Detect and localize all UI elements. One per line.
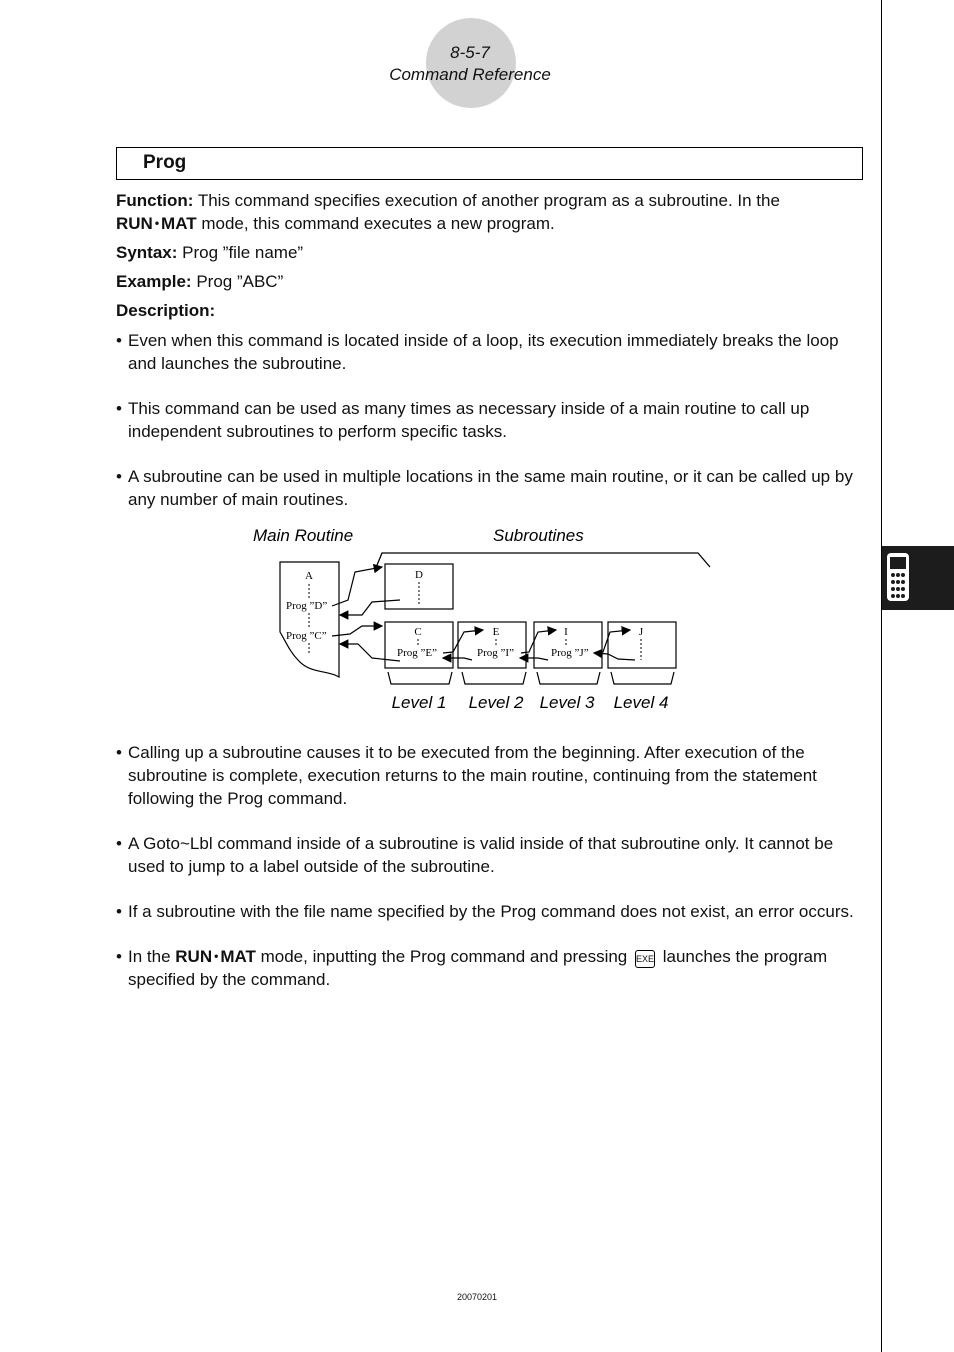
main-call-2: Prog ”C”: [286, 630, 327, 642]
subroutines-label: Subroutines: [493, 526, 584, 545]
right-margin-rule: [881, 0, 882, 1352]
box-e-letter: E: [492, 626, 500, 638]
box-i-call: Prog ”J”: [551, 647, 589, 659]
bullet-item: [116, 945, 861, 991]
box-j-letter: J: [638, 626, 644, 638]
bullet-item: [116, 900, 861, 923]
main-call-1: Prog ”D”: [286, 600, 328, 612]
bullet-dot: •: [116, 467, 122, 486]
function-text-2: mode, this command executes a new program.: [196, 214, 555, 233]
box-c-letter: C: [414, 626, 422, 638]
example-text: Prog ”ABC”: [191, 272, 284, 291]
chapter-tab: [882, 546, 954, 610]
bullet-dot: •: [116, 399, 122, 418]
calculator-icon: [886, 552, 912, 604]
bullet-text-3: launches the program specified by the command.: [128, 947, 828, 989]
syntax-text: Prog ”file name”: [177, 243, 304, 262]
bullet-item: [116, 741, 861, 810]
level-bracket-1: [388, 672, 452, 684]
bullet-dot: •: [116, 947, 122, 966]
bullet-text-1: In the: [128, 947, 176, 966]
command-title: Prog: [143, 152, 187, 173]
box-c-call: Prog ”E”: [397, 647, 438, 659]
level-label-1: Level 1: [391, 693, 447, 712]
bullet-dot: •: [116, 834, 122, 853]
bullet-item: [116, 465, 861, 511]
run-mat-mode: [175, 947, 256, 966]
mode-separator: •: [214, 949, 219, 963]
subroutine-diagram-svg: [240, 520, 740, 720]
mode-run: RUN: [116, 214, 153, 233]
mode-separator: •: [154, 216, 160, 230]
mode-run: RUN: [175, 947, 213, 966]
level-label-4: Level 4: [613, 693, 669, 712]
bullet-text: Calling up a subroutine causes it to be executed from the beginning. After execution of the subroutine is complete, execution returns to the main routine, continuing from the statement following the Prog command.: [128, 743, 817, 808]
bullet-item: [116, 397, 861, 443]
mode-mat: MAT: [220, 947, 256, 966]
function-paragraph: [116, 189, 861, 235]
level-bracket-4: [611, 672, 674, 684]
main-letter: A: [305, 570, 313, 582]
main-routine-label: Main Routine: [253, 526, 354, 545]
bullet-dot: •: [116, 902, 122, 921]
footer-code: 20070201: [456, 1292, 498, 1302]
level-bracket-2: [462, 672, 526, 684]
section-title: Command Reference: [389, 65, 551, 84]
description-label: Description:: [116, 301, 216, 320]
function-text-1: This command specifies execution of another program as a subroutine. In the: [193, 191, 780, 210]
level-bracket-3: [537, 672, 600, 684]
page-header: [370, 42, 570, 112]
syntax-label: Syntax:: [116, 243, 178, 262]
example-paragraph: [116, 270, 861, 293]
bullet-dot: •: [116, 331, 122, 350]
page-number: 8-5-7: [450, 43, 490, 62]
bullet-text: Even when this command is located inside of a loop, its execution immediately breaks the loop and launches the subroutine.: [128, 331, 839, 373]
syntax-paragraph: [116, 241, 861, 264]
box-d-letter: D: [415, 569, 423, 581]
function-label: Function:: [116, 191, 194, 210]
box-i-letter: I: [564, 626, 568, 638]
exe-key-icon: EXE: [635, 950, 655, 968]
example-label: Example:: [116, 272, 192, 291]
bullet-text: A subroutine can be used in multiple locations in the same main routine, or it can be called up by any number of main routines.: [128, 467, 853, 509]
bullet-text: If a subroutine with the file name specified by the Prog command does not exist, an error occurs.: [128, 902, 854, 921]
subroutine-diagram: [240, 520, 740, 720]
subroutine-box-i: [534, 622, 602, 668]
box-e-call: Prog ”I”: [477, 647, 514, 659]
bullet-text-2: mode, inputting the Prog command and pressing: [255, 947, 632, 966]
bullet-item: [116, 832, 861, 878]
bullet-text: This command can be used as many times as necessary inside of a main routine to call up independent subroutines to perform specific tasks.: [128, 399, 810, 441]
level-label-2: Level 2: [468, 693, 524, 712]
bullet-item: [116, 329, 861, 375]
bullet-text: A Goto~Lbl command inside of a subroutine is valid inside of that subroutine only. It cannot be used to jump to a label outside of the subroutine.: [128, 834, 834, 876]
level-label-3: Level 3: [539, 693, 595, 712]
bullet-dot: •: [116, 743, 122, 762]
command-title-box: [116, 147, 863, 180]
mode-mat: MAT: [161, 214, 197, 233]
run-mat-mode: [116, 214, 197, 233]
